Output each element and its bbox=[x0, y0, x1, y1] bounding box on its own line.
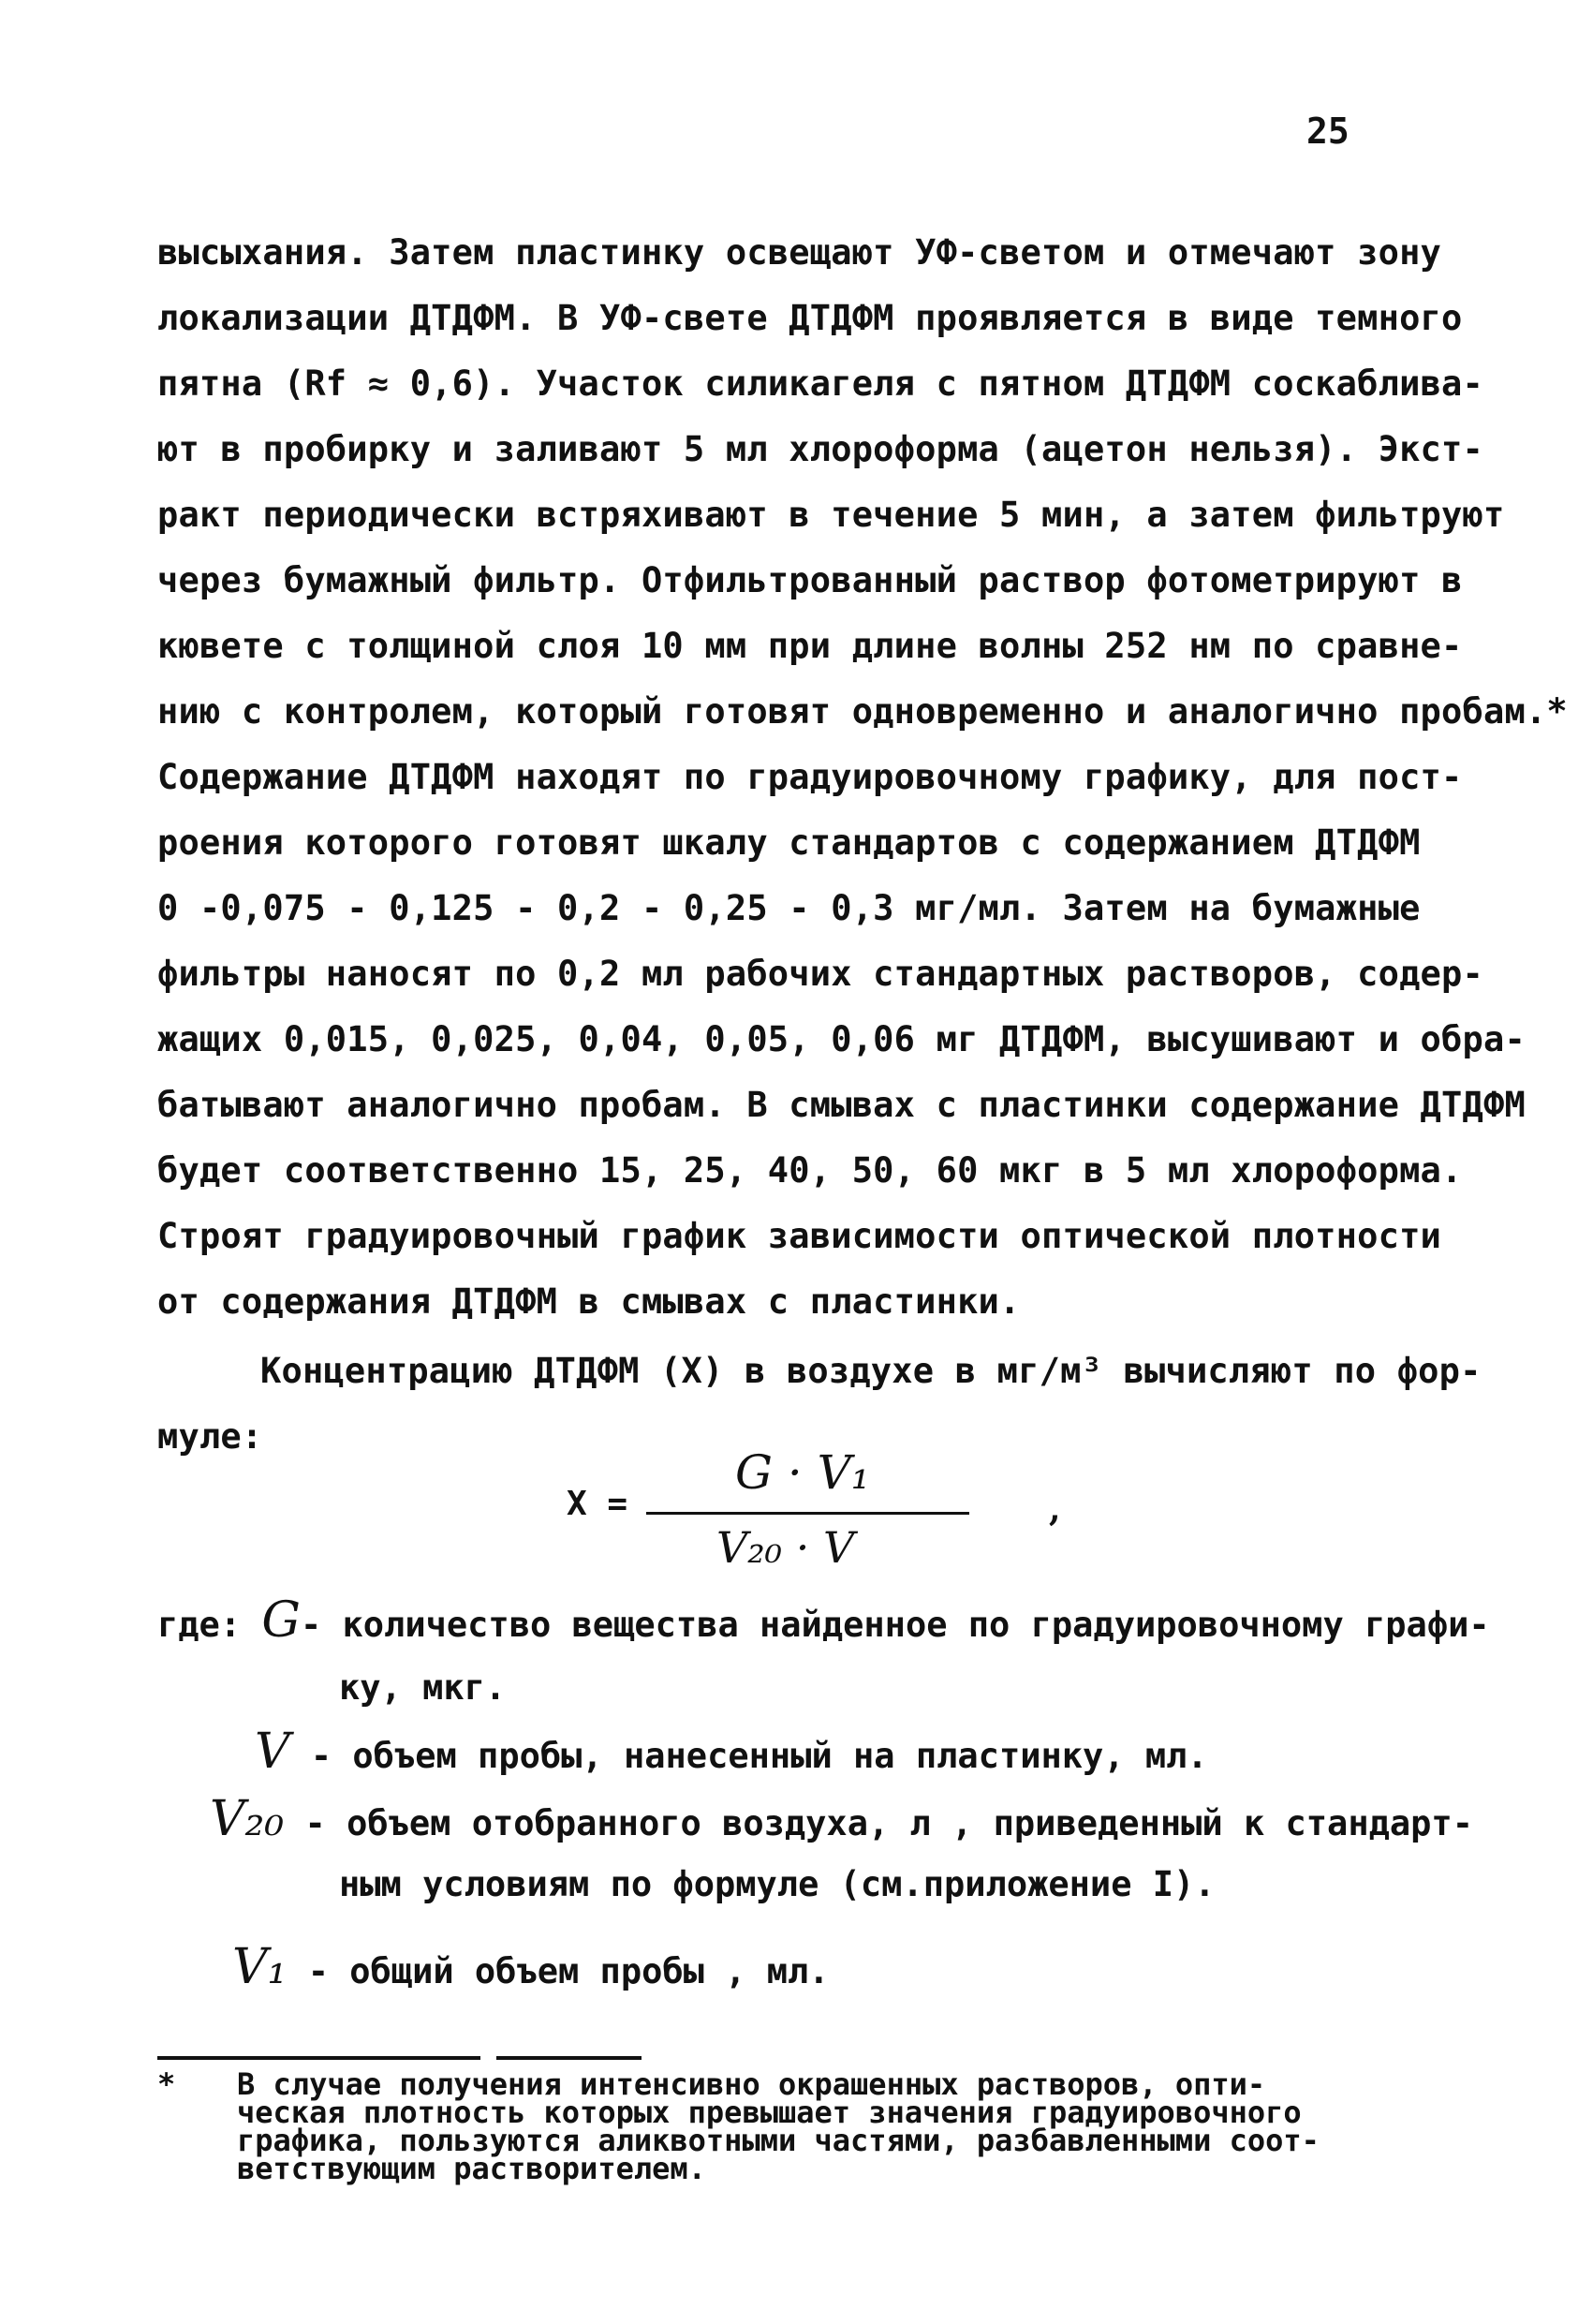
definition-v1-text: - общий объем пробы , мл. bbox=[307, 1951, 830, 1991]
body-line: от содержания ДТДФМ в смывах с пластинки. bbox=[157, 1281, 1021, 1322]
definition-v bbox=[255, 1724, 1208, 1780]
body-line: батывают аналогично пробам. В смывах с пластинки содержание ДТДФМ bbox=[157, 1085, 1526, 1125]
body-line: жащих 0,015, 0,025, 0,04, 0,05, 0,06 мг ДТДФМ, высушивают и обра- bbox=[157, 1019, 1526, 1059]
symbol-g: G bbox=[261, 1592, 301, 1649]
footnote-line: В случае получения интенсивно окрашенных растворов, опти- bbox=[237, 2066, 1266, 2102]
body-line: Строят градуировочный график зависимости оптической плотности bbox=[157, 1216, 1442, 1256]
body-line: через бумажный фильтр. Отфильтрованный раствор фотометрируют в bbox=[157, 560, 1463, 600]
definition-g-text: - количество вещества найденное по градуировочному графи- bbox=[300, 1605, 1490, 1645]
body-line: муле: bbox=[157, 1416, 263, 1457]
body-line: локализации ДТДФМ. В УФ-свете ДТДФМ проявляется в виде темного bbox=[157, 298, 1463, 338]
definition-v20-continuation: ным условиям по формуле (см.приложение I). bbox=[339, 1864, 1216, 1904]
body-line: фильтры наносят по 0,2 мл рабочих стандартных растворов, содер- bbox=[157, 954, 1483, 994]
body-line: пятна (Rf ≈ 0,6). Участок силикагеля с пятном ДТДФМ соскабливa- bbox=[157, 363, 1483, 404]
formula-denominator: V₂₀ · V bbox=[716, 1522, 855, 1573]
footnote-mark: * bbox=[157, 2066, 176, 2102]
definition-g bbox=[157, 1592, 1490, 1649]
formula-lhs: X = bbox=[567, 1485, 628, 1523]
formula-trailing-comma: , bbox=[1049, 1489, 1061, 1529]
definition-g-continuation: ку, мкг. bbox=[339, 1667, 507, 1708]
symbol-v20: V₂₀ bbox=[210, 1791, 285, 1847]
body-line: нию с контролем, который готовят одновременно и аналогично пробам.* bbox=[157, 691, 1568, 732]
body-line: высыхания. Затем пластинку освещают УФ-светом и отмечают зону bbox=[157, 232, 1442, 273]
fraction-bar bbox=[646, 1512, 969, 1515]
body-line: роения которого готовят шкалу стандартов с содержанием ДТДФМ bbox=[157, 822, 1421, 863]
formula-numerator: G · V₁ bbox=[735, 1445, 870, 1500]
definition-v20 bbox=[210, 1791, 1473, 1847]
definition-v1 bbox=[232, 1939, 830, 1995]
footnote-rule bbox=[157, 2056, 480, 2060]
body-line: 0 -0,075 - 0,125 - 0,2 - 0,25 - 0,3 мг/мл. Затем на бумажные bbox=[157, 888, 1421, 928]
body-line: будет соответственно 15, 25, 40, 50, 60 мкг в 5 мл хлороформа. bbox=[157, 1150, 1463, 1191]
concentration-formula bbox=[562, 1438, 1086, 1578]
symbol-v1: V₁ bbox=[232, 1939, 288, 1995]
definition-v20-text: - объем отобранного воздуха, л , приведенный к стандарт- bbox=[304, 1803, 1473, 1843]
definition-v-text: - объем пробы, нанесенный на пластинку, мл. bbox=[310, 1736, 1208, 1776]
footnote-line: ветствующим растворителем. bbox=[237, 2151, 706, 2186]
footnote-rule bbox=[496, 2056, 642, 2060]
body-line: ют в пробирку и заливают 5 мл хлороформа (ацетон нельзя). Экст- bbox=[157, 429, 1483, 469]
footnote-line: графика, пользуются аликвотными частями, разбавленными соот- bbox=[237, 2123, 1320, 2158]
body-line: ракт периодически встряхивают в течение 5 мин, а затем фильтруют bbox=[157, 495, 1505, 535]
body-line: Концентрацию ДТДФМ (X) в воздухе в мг/м³ вычисляют по фор- bbox=[260, 1351, 1482, 1391]
body-line: кювете с толщиной слоя 10 мм при длине волны 252 нм по сравне- bbox=[157, 626, 1463, 666]
footnote-line: ческая плотность которых превышает значения градуировочного bbox=[237, 2095, 1302, 2130]
body-line: Содержание ДТДФМ находят по градуировочному графику, для пост- bbox=[157, 757, 1463, 797]
symbol-v: V bbox=[255, 1724, 290, 1780]
page-number: 25 bbox=[1306, 111, 1350, 152]
definition-prefix: где: bbox=[157, 1605, 242, 1645]
